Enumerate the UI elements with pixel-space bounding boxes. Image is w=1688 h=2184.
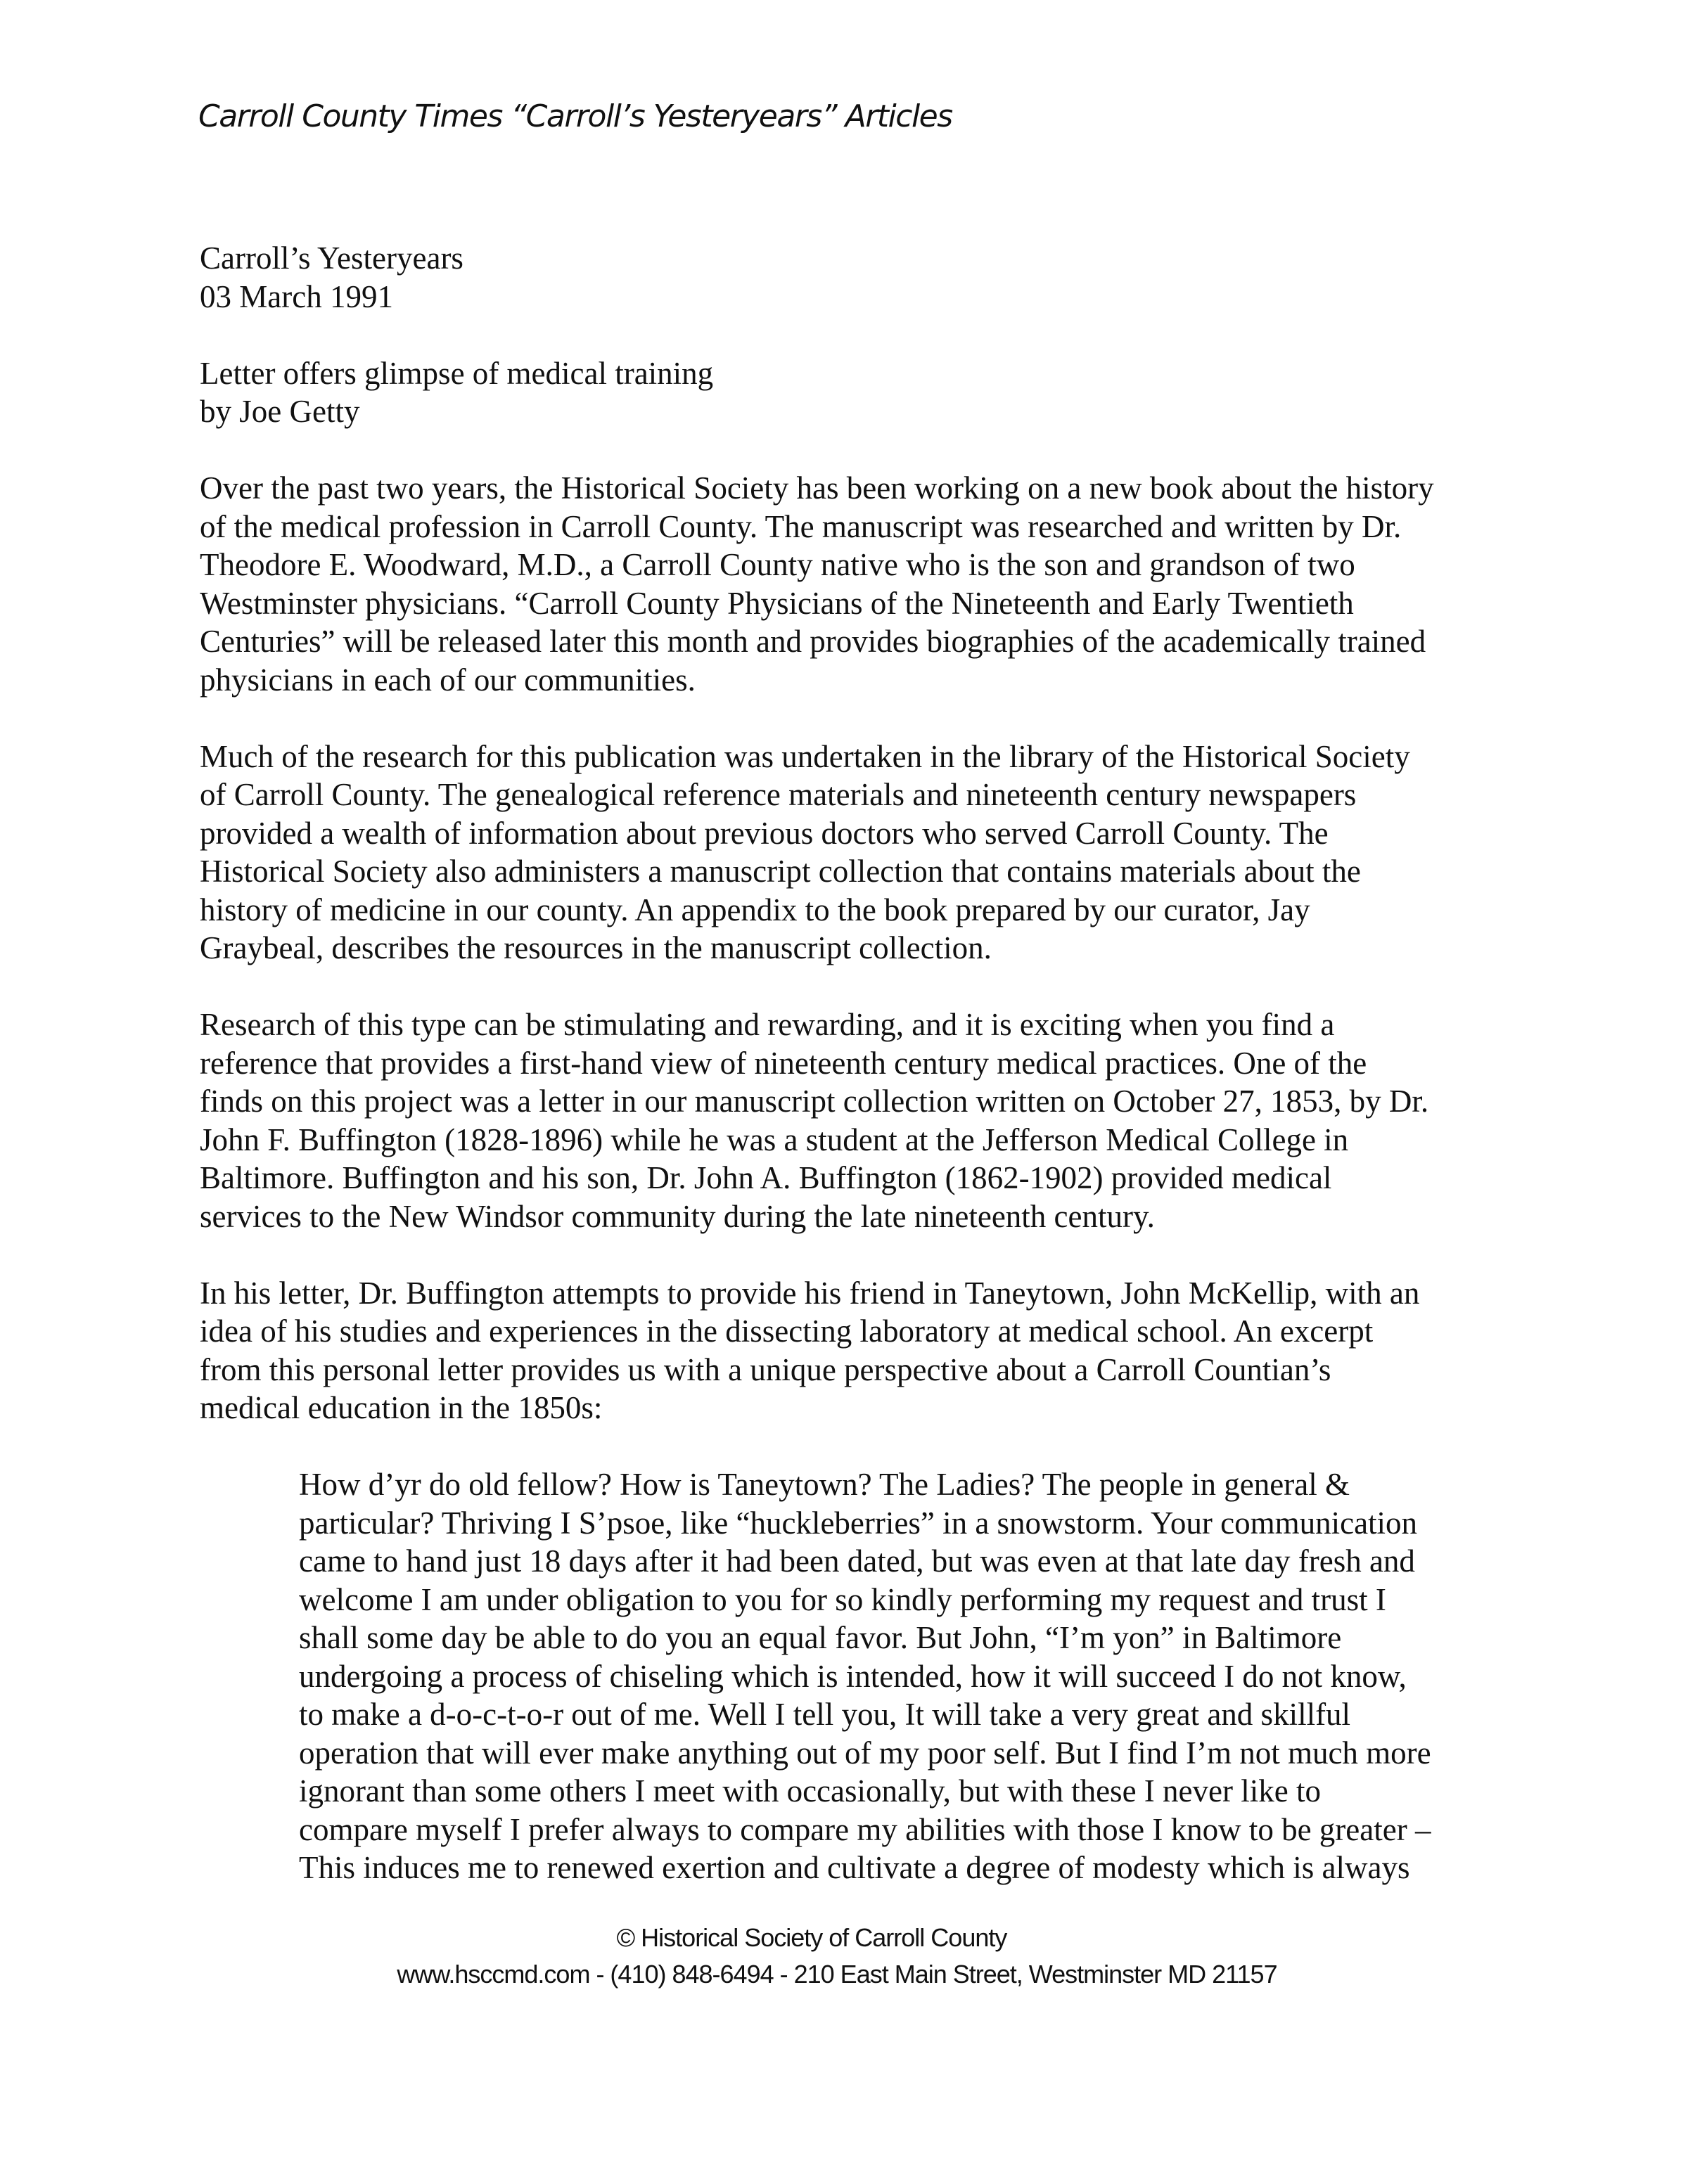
paragraph-1 [200, 469, 1508, 699]
text-line: In his letter, Dr. Buffington attempts to provide his friend in Taneytown, John McKellip, with an [200, 1275, 1420, 1311]
text-line: Much of the research for this publication was undertaken in the library of the Historical Society [200, 738, 1410, 774]
quote-line: How d’yr do old fellow? How is Taneytown? The Ladies? The people in general & [299, 1467, 1350, 1502]
text-line: Theodore E. Woodward, M.D., a Carroll County native who is the son and grandson of two [200, 547, 1355, 582]
quote-line: compare myself I prefer always to compare my abilities with those I know to be greater – [299, 1811, 1431, 1847]
quote-line: operation that will ever make anything out of my poor self. But I find I’m not much more [299, 1735, 1431, 1771]
quote-line: welcome I am under obligation to you for so kindly performing my request and trust I [299, 1581, 1386, 1617]
article-date: 03 March 1991 [200, 278, 393, 314]
quote-line: undergoing a process of chiseling which is intended, how it will succeed I do not know, [299, 1658, 1407, 1694]
quote-line: ignorant than some others I meet with occasionally, but with these I never like to [299, 1773, 1321, 1809]
column-name: Carroll’s Yesteryears [200, 240, 463, 276]
text-line: of the medical profession in Carroll County. The manuscript was researched and written by Dr. [200, 508, 1402, 544]
text-line: Westminster physicians. “Carroll County Physicians of the Nineteenth and Early Twentieth [200, 585, 1354, 621]
text-line: medical education in the 1850s: [200, 1390, 603, 1425]
text-line: of Carroll County. The genealogical reference materials and nineteenth century newspapers [200, 777, 1357, 812]
page-header-title: Carroll County Times “Carroll’s Yesteryears” Articles [198, 98, 952, 134]
article-headline: Letter offers glimpse of medical training [200, 355, 714, 391]
footer-contact-info: www.hsccmd.com - (410) 848-6494 - 210 East Main Street, Westminster MD 21157 [397, 1960, 1277, 1989]
text-line: Centuries” will be released later this month and provides biographies of the academically trained [200, 624, 1426, 659]
paragraph-3 [200, 1006, 1508, 1235]
quote-line: particular? Thriving I S’psoe, like “huckleberries” in a snowstorm. Your communication [299, 1505, 1418, 1541]
quote-line: shall some day be able to do you an equal favor. But John, “I’m yon” in Baltimore [299, 1620, 1342, 1655]
footer-copyright: © Historical Society of Carroll County [616, 1923, 1007, 1952]
letter-excerpt-blockquote [299, 1465, 1508, 1887]
article-meta [200, 239, 1508, 316]
paragraph-2 [200, 738, 1508, 968]
text-line: physicians in each of our communities. [200, 662, 696, 698]
quote-line: to make a d-o-c-t-o-r out of me. Well I tell you, It will take a very great and skillful [299, 1697, 1351, 1732]
quote-line: This induces me to renewed exertion and cultivate a degree of modesty which is always [299, 1850, 1410, 1885]
text-line: Research of this type can be stimulating and rewarding, and it is exciting when you find a [200, 1007, 1335, 1042]
page-footer [0, 1920, 1688, 1993]
text-line: services to the New Windsor community during the late nineteenth century. [200, 1198, 1155, 1234]
text-line: Graybeal, describes the resources in the manuscript collection. [200, 930, 992, 965]
quote-line: came to hand just 18 days after it had been dated, but was even at that late day fresh and [299, 1543, 1415, 1579]
text-line: from this personal letter provides us with a unique perspective about a Carroll Countian’s [200, 1351, 1331, 1387]
text-line: provided a wealth of information about previous doctors who served Carroll County. The [200, 815, 1329, 851]
paragraph-4 [200, 1274, 1508, 1427]
text-line: Over the past two years, the Historical Society has been working on a new book about the history [200, 470, 1434, 506]
text-line: John F. Buffington (1828-1896) while he was a student at the Jefferson Medical College in [200, 1122, 1349, 1157]
article-byline: by Joe Getty [200, 394, 360, 429]
text-line: finds on this project was a letter in our manuscript collection written on October 27, 1853, by Dr. [200, 1084, 1429, 1119]
text-line: Baltimore. Buffington and his son, Dr. John A. Buffington (1862-1902) provided medical [200, 1160, 1332, 1195]
text-line: idea of his studies and experiences in the dissecting laboratory at medical school. An excerpt [200, 1313, 1374, 1349]
text-line: Historical Society also administers a manuscript collection that contains materials about the [200, 854, 1361, 889]
article-body [200, 239, 1508, 1887]
article-heading [200, 354, 1508, 431]
text-line: reference that provides a first-hand view of nineteenth century medical practices. One of the [200, 1045, 1367, 1081]
text-line: history of medicine in our county. An appendix to the book prepared by our curator, Jay [200, 892, 1310, 927]
